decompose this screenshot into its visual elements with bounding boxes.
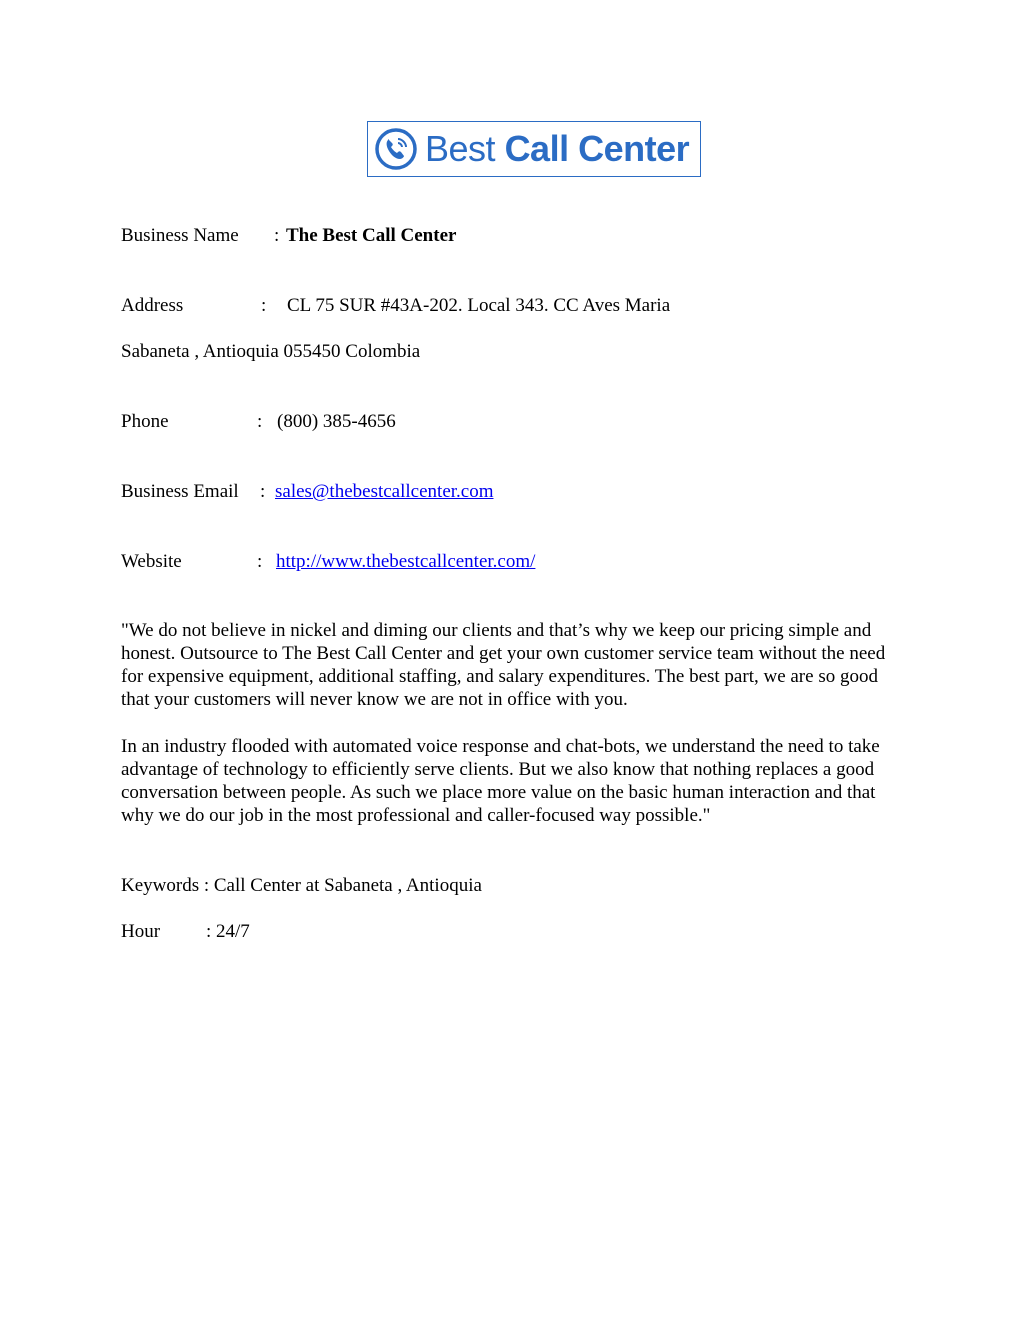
hour-separator: : <box>206 921 212 942</box>
email-label: Business Email <box>121 481 239 502</box>
website-label: Website <box>121 551 182 572</box>
logo-wordmark <box>425 128 690 169</box>
logo-word-best: Best <box>425 128 496 169</box>
hour-value: 24/7 <box>216 921 250 942</box>
address-value: CL 75 SUR #43A-202. Local 343. CC Aves Maria <box>287 295 671 316</box>
keywords-text: Keywords : Call Center at Sabaneta , Antioquia <box>121 875 482 896</box>
description-paragraph-1: "We do not believe in nickel and diming our clients and that’s why we keep our pricing simple and honest. Outsource to The Best Call Center and get your own customer service team without the need for expensive equipment, additional staffing, and salary expenditures. The best part, we are so good that your customers will never know we are not in office with you. <box>121 620 886 710</box>
address-label: Address <box>121 295 184 316</box>
address-separator: : <box>261 295 267 316</box>
business-name-label: Business Name <box>121 225 239 246</box>
phone-label: Phone <box>121 411 169 432</box>
hour-label: Hour <box>121 921 161 942</box>
logo-word-call-center: Call Center <box>504 128 690 169</box>
email-link[interactable]: sales@thebestcallcenter.com <box>275 481 494 502</box>
phone-value: (800) 385-4656 <box>277 411 396 432</box>
company-logo <box>367 121 701 177</box>
email-separator: : <box>260 481 266 502</box>
phone-separator: : <box>257 411 263 432</box>
website-separator: : <box>257 551 263 572</box>
address-line-2-text: Sabaneta , Antioquia 055450 Colombia <box>121 341 421 362</box>
business-name-separator: : <box>274 225 280 246</box>
business-name-value: The Best Call Center <box>286 225 457 246</box>
phone-circle-icon <box>371 124 421 174</box>
website-link[interactable]: http://www.thebestcallcenter.com/ <box>276 551 536 572</box>
description-paragraph-2: In an industry flooded with automated voice response and chat-bots, we understand the need to take advantage of technology to efficiently serve clients. But we also know that nothing replaces a good conversation between people. As such we place more value on the basic human interaction and that why we do our job in the most professional and caller-focused way possible." <box>121 736 880 826</box>
